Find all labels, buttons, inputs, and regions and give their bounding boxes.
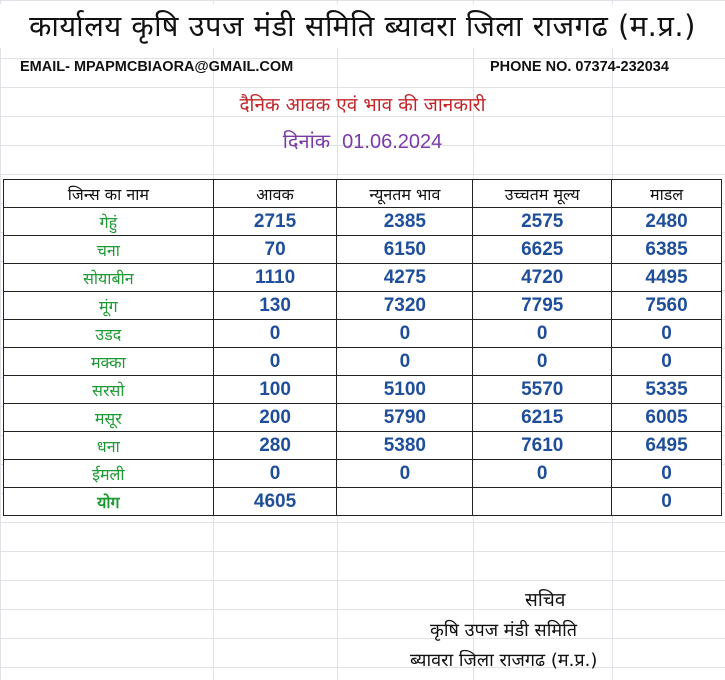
phone-text: PHONE NO. 07374-232034 [490, 59, 669, 75]
min-price-value: 5380 [337, 432, 473, 460]
arrival-value: 130 [213, 292, 337, 320]
model-price-value: 0 [612, 320, 722, 348]
table-row [4, 348, 722, 376]
report-subtitle: दैनिक आवक एवं भाव की जानकारी [239, 94, 486, 116]
column-header-max-price: उच्चतम मूल्य [473, 180, 612, 208]
date-value: 01.06.2024 [342, 131, 443, 153]
crop-name: सरसो [4, 376, 214, 404]
min-price-value: 7320 [337, 292, 473, 320]
signature-designation: सचिव [525, 589, 566, 611]
model-price-value: 4495 [612, 264, 722, 292]
crop-name: मूंग [4, 292, 214, 320]
max-price-value: 6215 [473, 404, 612, 432]
table-row [4, 208, 722, 236]
arrival-value: 200 [213, 404, 337, 432]
crop-name: धना [4, 432, 214, 460]
table-row [4, 264, 722, 292]
signature-office: कृषि उपज मंडी समिति [430, 620, 578, 641]
crop-name: उडद [4, 320, 214, 348]
model-price-value: 0 [612, 348, 722, 376]
max-price-value: 0 [473, 320, 612, 348]
table-total-row [4, 488, 722, 516]
table-row [4, 236, 722, 264]
signature-location: ब्यावरा जिला राजगढ (म.प्र.) [410, 650, 598, 671]
max-price-value: 0 [473, 460, 612, 488]
rates-table [3, 179, 722, 516]
table-row [4, 460, 722, 488]
min-price-value: 4275 [337, 264, 473, 292]
email-text: EMAIL- MPAPMCBIAORA@GMAIL.COM [20, 59, 294, 75]
crop-name: ईमली [4, 460, 214, 488]
table-header-row [4, 180, 722, 208]
arrival-value: 2715 [213, 208, 337, 236]
column-header-model-price: माडल [612, 180, 722, 208]
model-price-value: 5335 [612, 376, 722, 404]
max-price-value: 4720 [473, 264, 612, 292]
min-price-value: 5100 [337, 376, 473, 404]
total-label: योग [4, 488, 214, 516]
column-header-min-price: न्यूनतम भाव [337, 180, 473, 208]
model-price-value: 6385 [612, 236, 722, 264]
table-row [4, 376, 722, 404]
min-price-value: 5790 [337, 404, 473, 432]
table-row [4, 432, 722, 460]
arrival-value: 1110 [213, 264, 337, 292]
min-price-value: 0 [337, 320, 473, 348]
arrival-value: 0 [213, 348, 337, 376]
crop-name: गेहुं [4, 208, 214, 236]
arrival-value: 0 [213, 460, 337, 488]
table-row [4, 404, 722, 432]
max-price-value: 7795 [473, 292, 612, 320]
date-label: दिनांक [282, 129, 331, 153]
crop-name: मक्का [4, 348, 214, 376]
min-price-value: 0 [337, 460, 473, 488]
table-row [4, 292, 722, 320]
model-price-value: 0 [612, 460, 722, 488]
date-line [0, 124, 725, 159]
arrival-value: 280 [213, 432, 337, 460]
crop-name: चना [4, 236, 214, 264]
office-title: कार्यालय कृषि उपज मंडी समिति ब्यावरा जिला राजगढ (म.प्र.) [0, 4, 725, 48]
max-price-value: 6625 [473, 236, 612, 264]
crop-name: सोयाबीन [4, 264, 214, 292]
min-price-value: 6150 [337, 236, 473, 264]
total-min-price-value [337, 488, 473, 516]
min-price-value: 2385 [337, 208, 473, 236]
max-price-value: 5570 [473, 376, 612, 404]
arrival-value: 70 [213, 236, 337, 264]
max-price-value: 2575 [473, 208, 612, 236]
total-max-price-value [473, 488, 612, 516]
model-price-value: 6495 [612, 432, 722, 460]
total-arrival-value: 4605 [213, 488, 337, 516]
table-row [4, 320, 722, 348]
column-header-crop: जिन्स का नाम [4, 180, 214, 208]
model-price-value: 7560 [612, 292, 722, 320]
arrival-value: 100 [213, 376, 337, 404]
max-price-value: 7610 [473, 432, 612, 460]
model-price-value: 2480 [612, 208, 722, 236]
max-price-value: 0 [473, 348, 612, 376]
arrival-value: 0 [213, 320, 337, 348]
min-price-value: 0 [337, 348, 473, 376]
crop-name: मसूर [4, 404, 214, 432]
total-model-price-value: 0 [612, 488, 722, 516]
model-price-value: 6005 [612, 404, 722, 432]
column-header-arrival: आवक [213, 180, 337, 208]
